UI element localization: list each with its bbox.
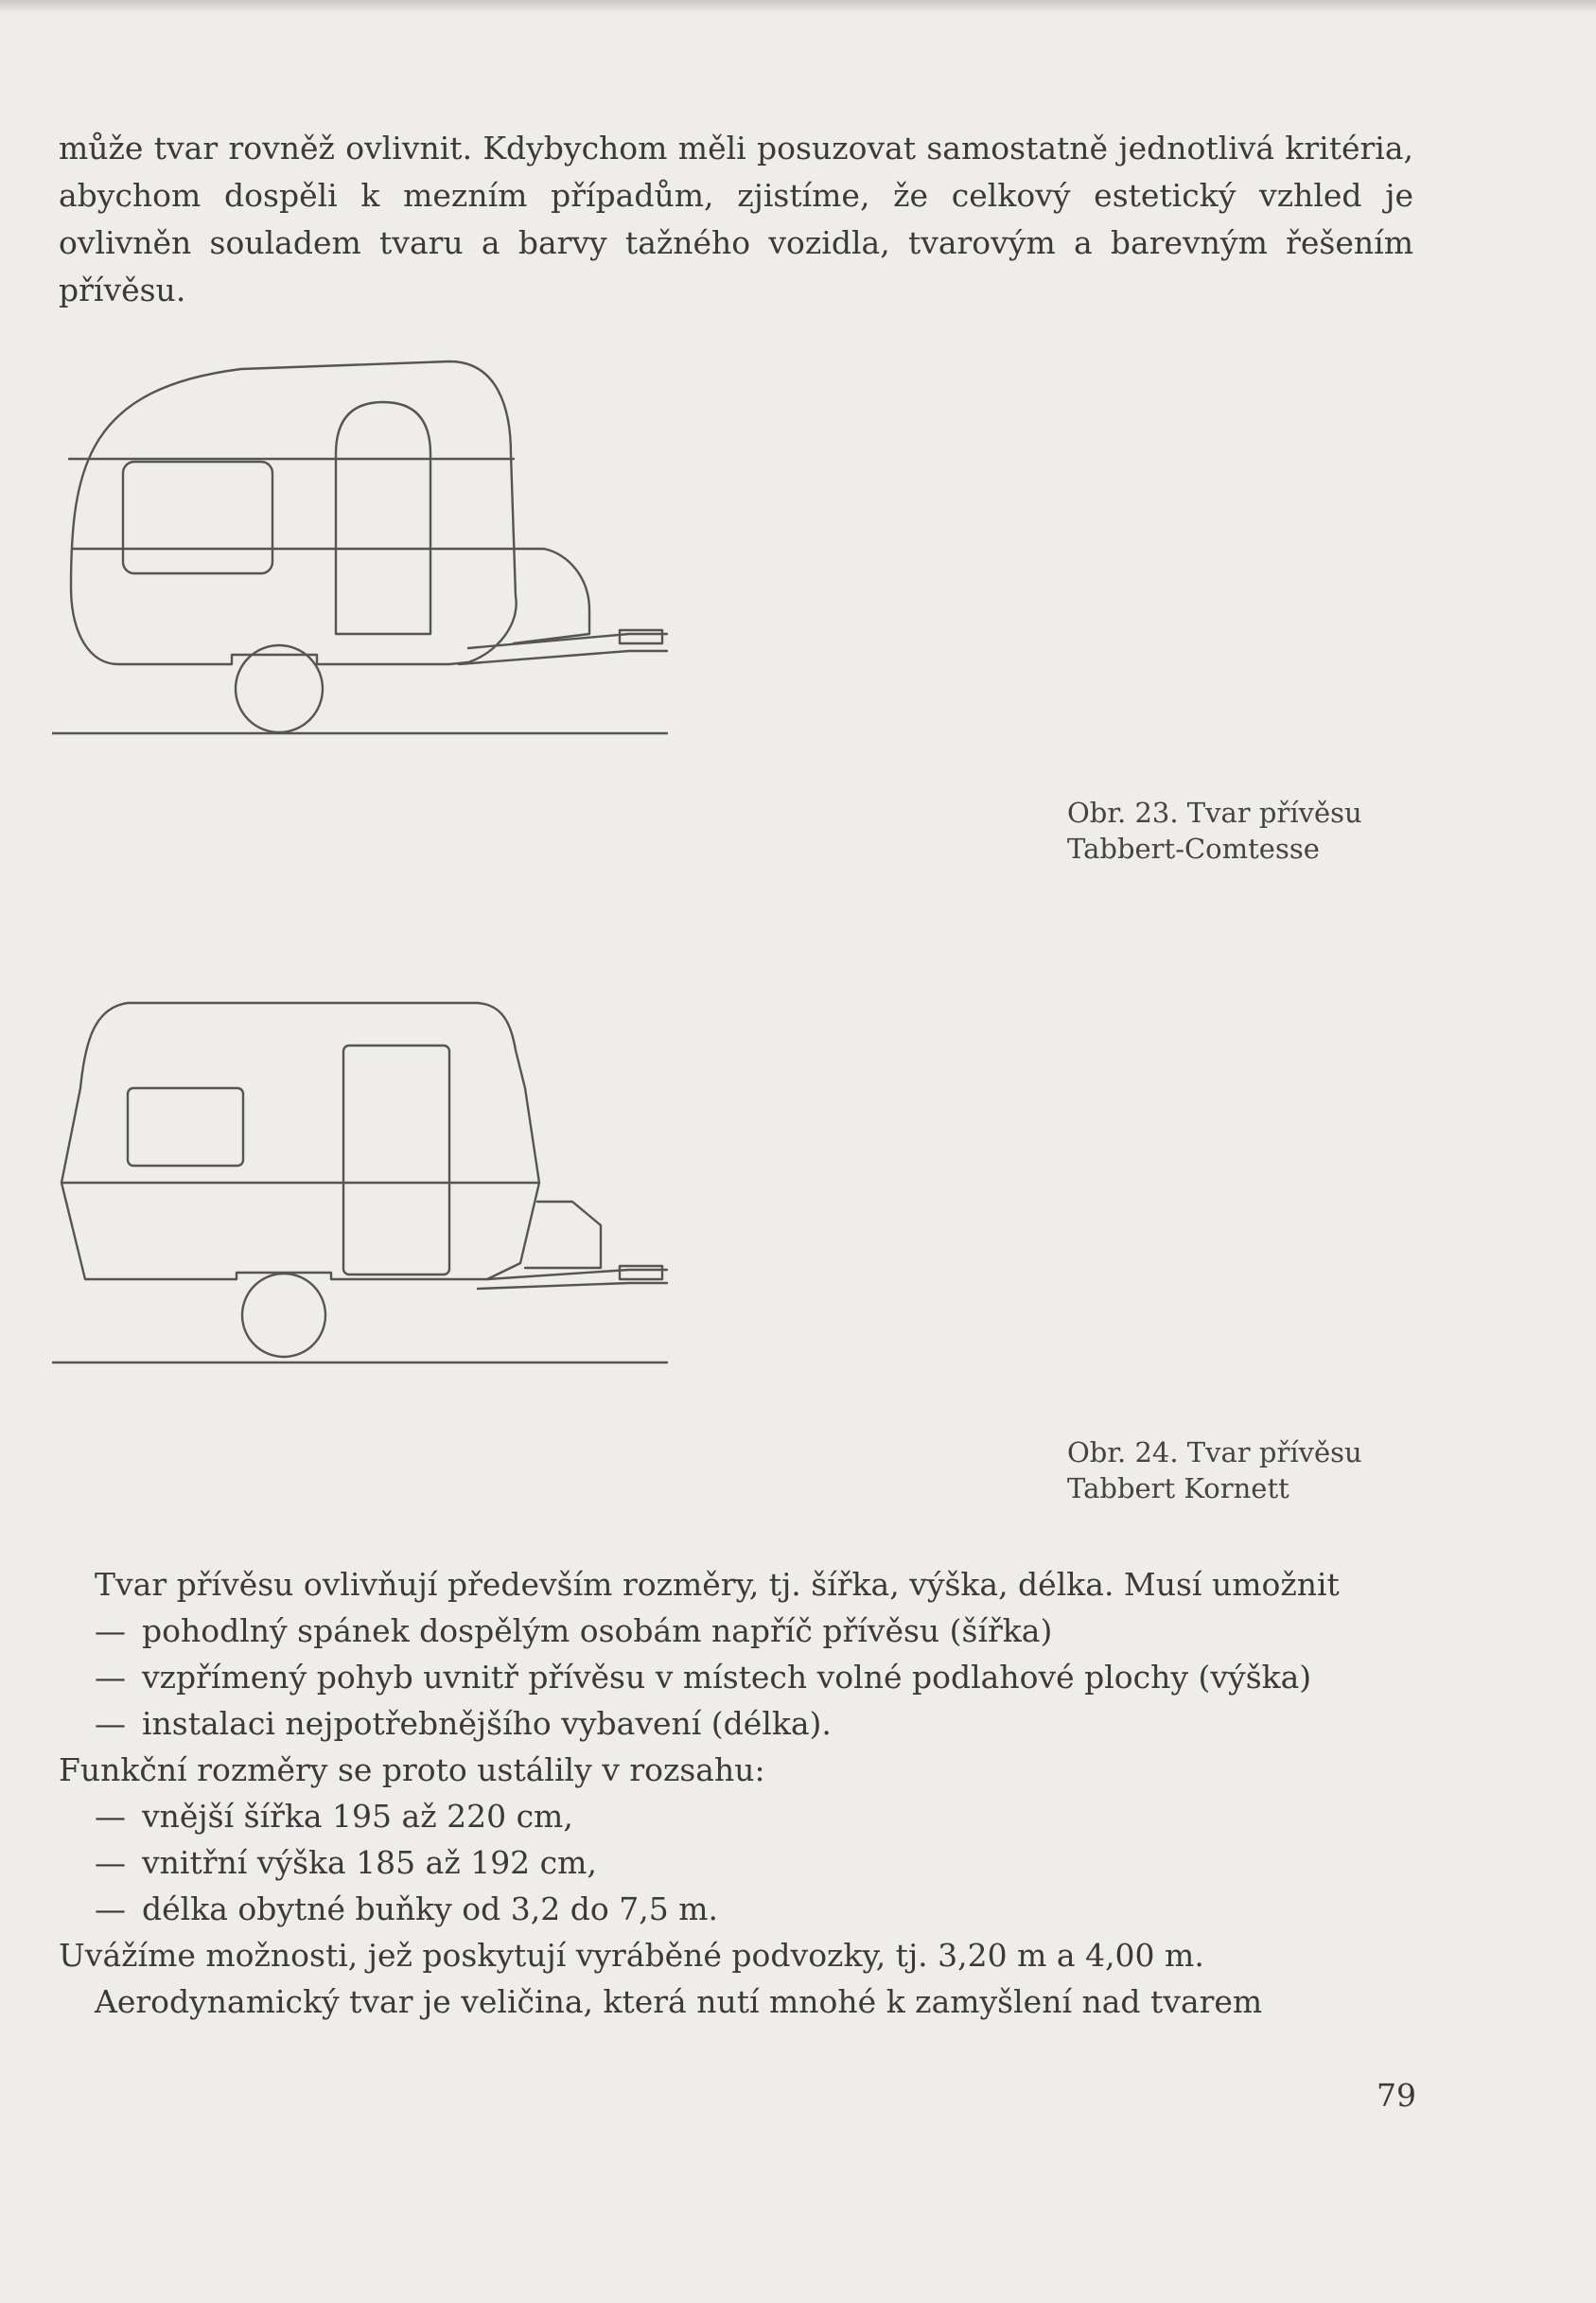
figure-24-trailer-kornett bbox=[52, 984, 1036, 1514]
trailer-drawbar-lower bbox=[478, 1283, 667, 1289]
intro-paragraph: může tvar rovněž ovlivnit. Kdybychom měli posuzovat samostatně jednotlivá kritéria, abychom dospěli k mezním případům, zjistíme, že celkový estetický vzhled je ovlivněn souladem tvaru a barvy tažného vozidla, tvarovým a barevným řešením přívěsu. bbox=[59, 130, 1413, 308]
list-item-text: vnitřní výška 185 až 192 cm, bbox=[142, 1844, 597, 1881]
list-item bbox=[59, 1793, 1413, 1839]
trailer-body-outline bbox=[71, 361, 517, 664]
trailer-drawbar-lower bbox=[459, 651, 667, 664]
trailer-wheel bbox=[242, 1274, 325, 1357]
list-item bbox=[59, 1654, 1413, 1700]
list-item-text: vnější šířka 195 až 220 cm, bbox=[142, 1798, 573, 1835]
dash-marker: — bbox=[95, 1890, 126, 1927]
paragraph-chassis: Uvážíme možnosti, jež poskytují vyráběné podvozky, tj. 3,20 m a 4,00 m. bbox=[59, 1937, 1204, 1974]
body-text bbox=[59, 1561, 1413, 2025]
trailer-wheel bbox=[236, 645, 323, 732]
figure-24-caption-line1: Obr. 24. Tvar přívěsu bbox=[1067, 1436, 1362, 1468]
trailer-kornett-drawing bbox=[52, 984, 1036, 1514]
trailer-door bbox=[343, 1046, 449, 1275]
figure-24-caption-line2: Tabbert Kornett bbox=[1067, 1472, 1289, 1504]
trailer-front-box bbox=[514, 549, 589, 643]
trailer-upper-body bbox=[61, 1003, 539, 1183]
list-item bbox=[59, 1886, 1413, 1932]
trailer-drawbar bbox=[487, 1270, 667, 1279]
trailer-lower-body bbox=[61, 1183, 539, 1279]
list-item bbox=[59, 1839, 1413, 1886]
trailer-front-box bbox=[525, 1202, 601, 1268]
figure-23-caption-line1: Obr. 23. Tvar přívěsu bbox=[1067, 797, 1362, 829]
paragraph-functional-dimensions: Funkční rozměry se proto ustálily v rozsahu: bbox=[59, 1751, 765, 1788]
figure-24-caption bbox=[1067, 1434, 1427, 1506]
dash-marker: — bbox=[95, 1612, 126, 1649]
paragraph-dimensions: Tvar přívěsu ovlivňují především rozměry, tj. šířka, výška, délka. Musí umožnit bbox=[95, 1566, 1340, 1603]
page-number: 79 bbox=[1377, 2077, 1416, 2114]
list-item-text: vzpřímený pohyb uvnitř přívěsu v místech volné podlahové plochy (výška) bbox=[142, 1659, 1312, 1696]
list-item bbox=[59, 1700, 1413, 1747]
list-item-text: instalaci nejpotřebnějšího vybavení (délka). bbox=[142, 1705, 832, 1742]
trailer-comtesse-drawing bbox=[52, 350, 1036, 880]
list-item bbox=[59, 1608, 1413, 1654]
dash-marker: — bbox=[95, 1798, 126, 1835]
figure-23-caption bbox=[1067, 795, 1427, 867]
trailer-window bbox=[128, 1088, 243, 1166]
trailer-hitch bbox=[620, 1266, 662, 1279]
page-top-edge bbox=[0, 0, 1596, 13]
paragraph-aerodynamic: Aerodynamický tvar je veličina, která nutí mnohé k zamyšlení nad tvarem bbox=[95, 1983, 1263, 2020]
figure-23-caption-line2: Tabbert-Comtesse bbox=[1067, 833, 1320, 865]
figure-23-trailer-comtesse bbox=[52, 350, 1036, 880]
list-item-text: délka obytné buňky od 3,2 do 7,5 m. bbox=[142, 1890, 718, 1927]
trailer-window bbox=[123, 462, 272, 573]
dash-marker: — bbox=[95, 1659, 126, 1696]
list-item-text: pohodlný spánek dospělým osobám napříč přívěsu (šířka) bbox=[142, 1612, 1053, 1649]
dash-marker: — bbox=[95, 1844, 126, 1881]
trailer-hitch bbox=[620, 630, 662, 643]
trailer-door bbox=[336, 402, 430, 634]
dash-marker: — bbox=[95, 1705, 126, 1742]
